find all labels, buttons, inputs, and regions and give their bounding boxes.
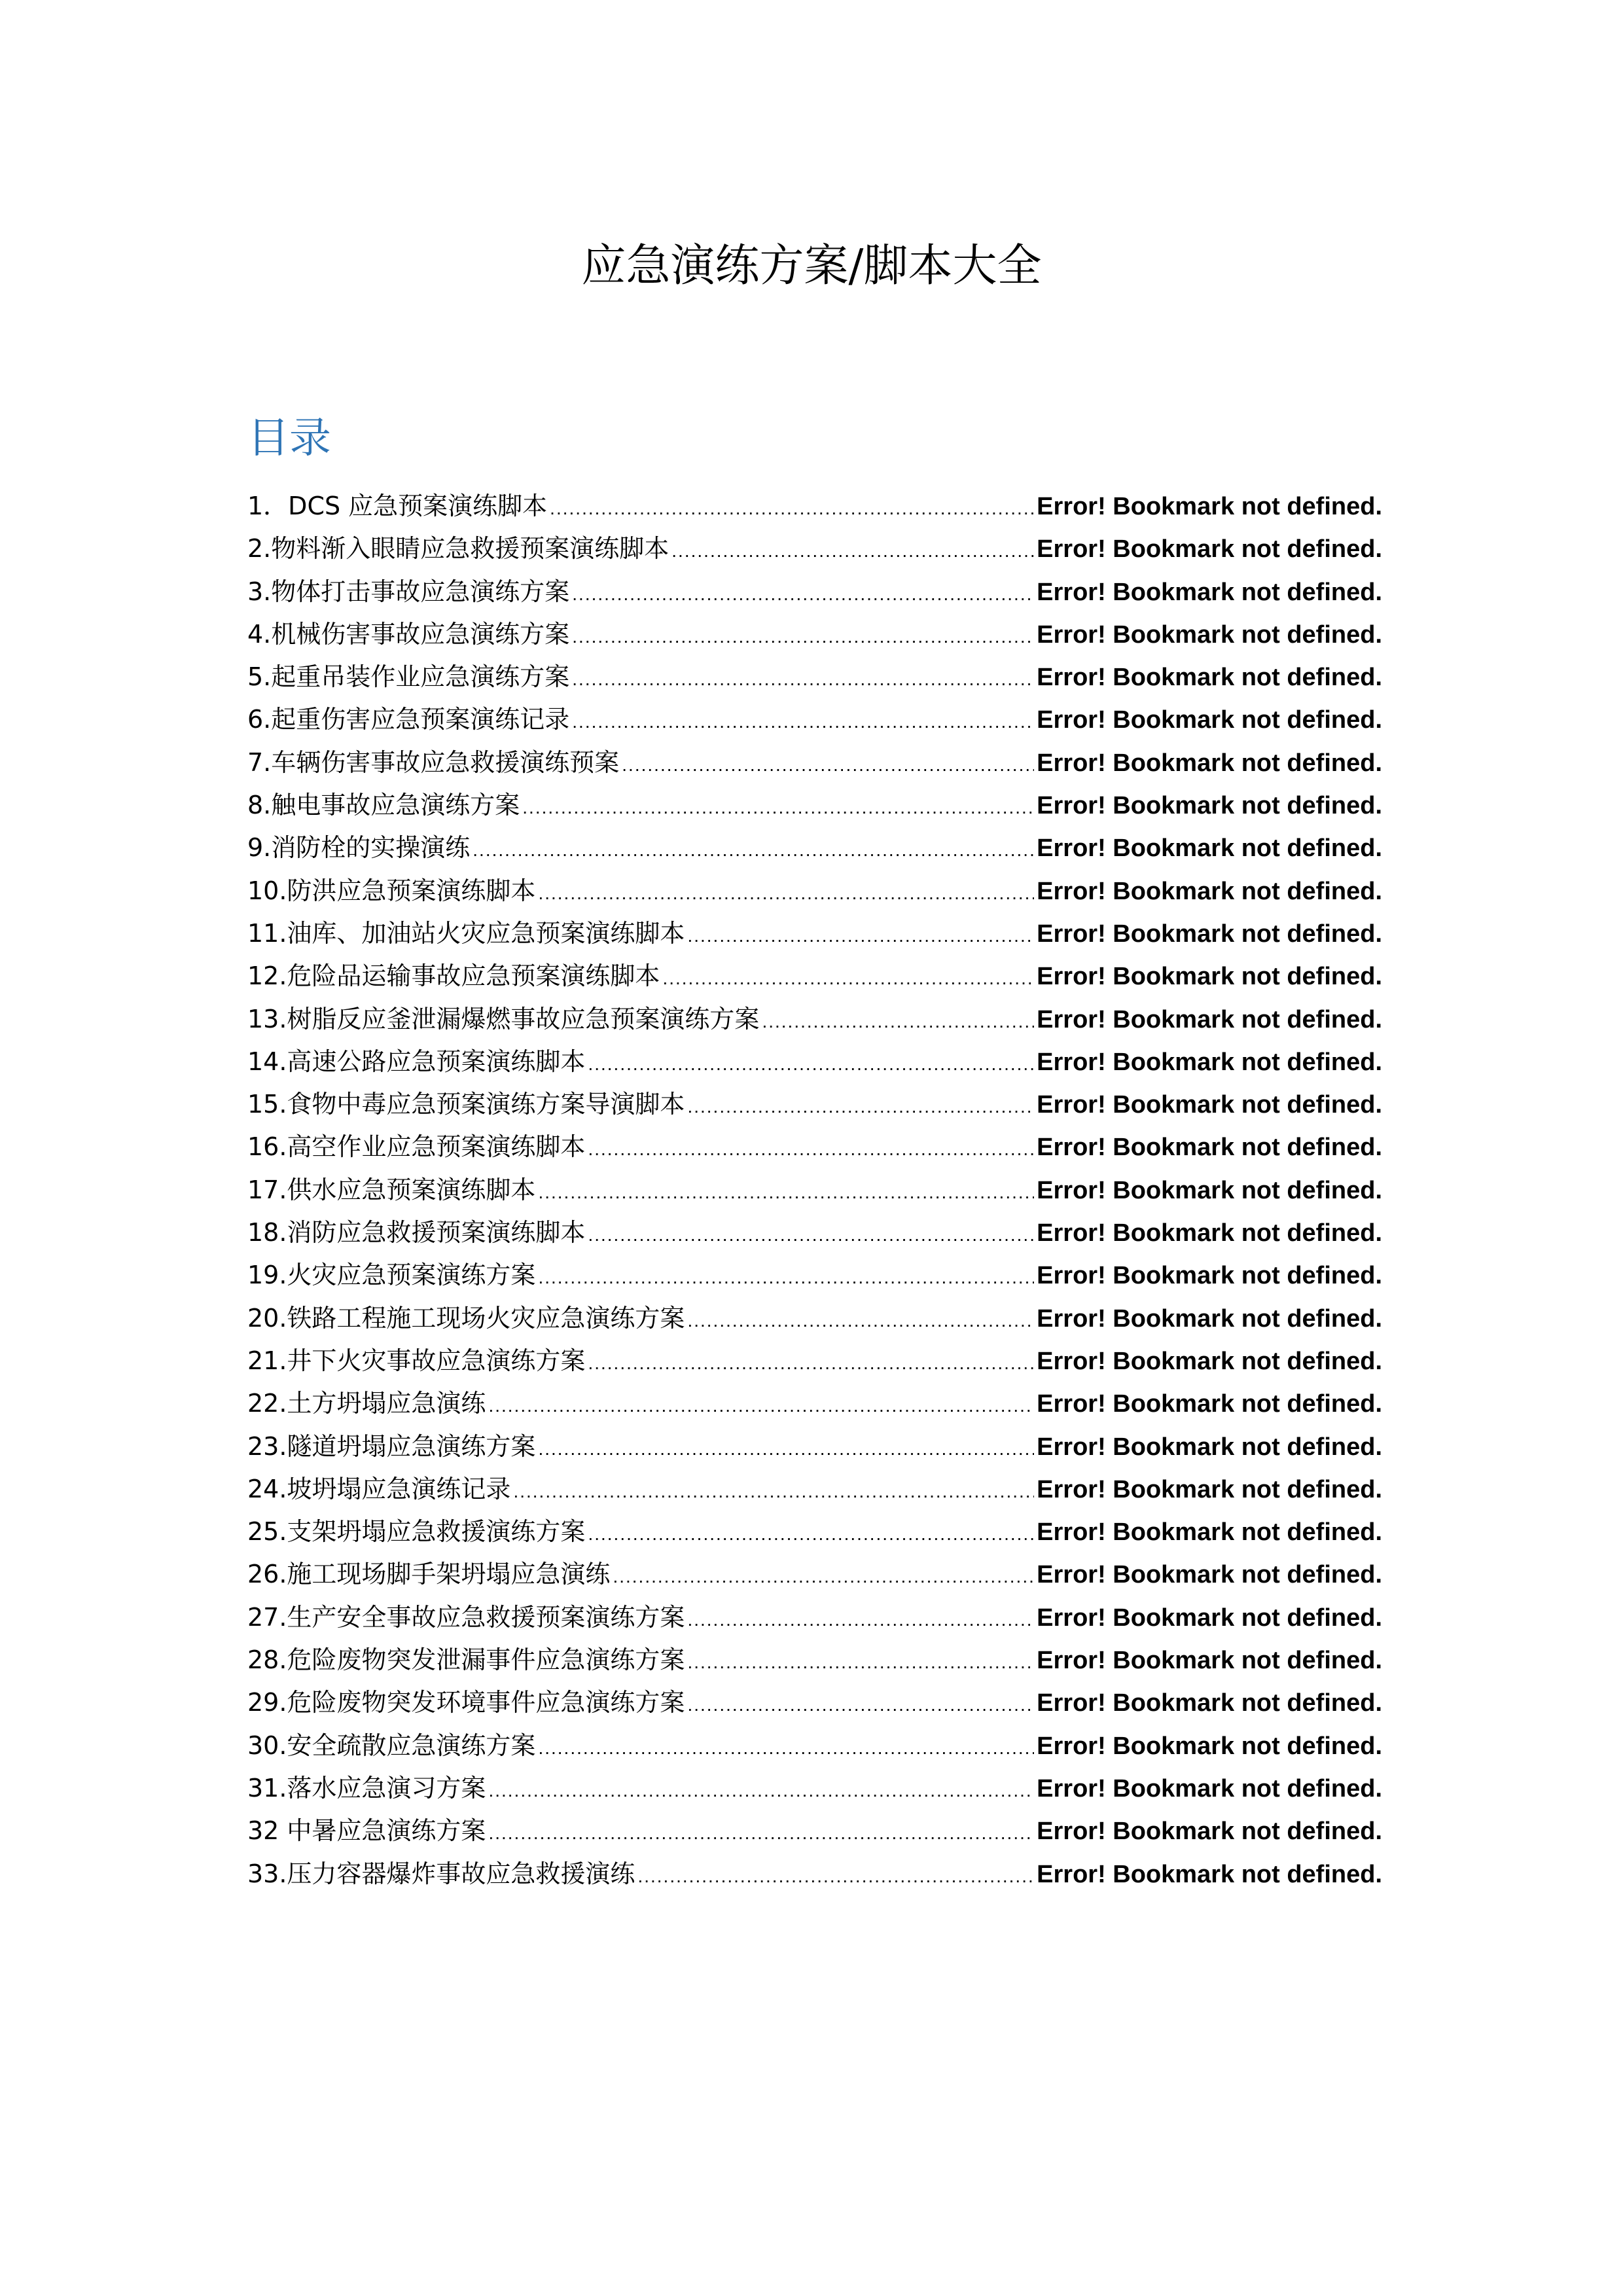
toc-dot-leader <box>687 1682 1034 1725</box>
toc-dot-leader <box>488 1810 1034 1853</box>
toc-dot-leader <box>488 1383 1034 1426</box>
toc-entry[interactable] <box>247 1382 1382 1425</box>
toc-entry[interactable] <box>247 1340 1382 1382</box>
toc-dot-leader <box>687 1084 1034 1126</box>
toc-entry[interactable] <box>247 827 1382 869</box>
toc-dot-leader <box>572 656 1034 699</box>
toc-entry-label[interactable]: 33.压力容器爆炸事故应急救援演练 <box>247 1859 635 1888</box>
toc-dot-leader <box>550 486 1034 528</box>
toc-entry[interactable] <box>247 955 1382 997</box>
toc-entry-label[interactable]: 3.物体打击事故应急演练方案 <box>247 577 570 606</box>
toc-entry-label[interactable]: 21.井下火灾事故应急演练方案 <box>247 1346 586 1375</box>
toc-dot-leader <box>662 956 1034 998</box>
toc-entry[interactable] <box>247 1426 1382 1468</box>
toc-entry-label[interactable]: 28.危险废物突发泄漏事件应急演练方案 <box>247 1645 685 1675</box>
toc-entry-page-ref[interactable]: Error! Bookmark not defined. <box>1037 1219 1382 1247</box>
toc-entry-label[interactable]: 10.防洪应急预案演练脚本 <box>247 876 536 905</box>
toc-entry-label[interactable]: 12.危险品运输事故应急预案演练脚本 <box>247 961 660 991</box>
toc-entry-page-ref[interactable]: Error! Bookmark not defined. <box>1037 1091 1382 1119</box>
toc-entry-page-ref[interactable]: Error! Bookmark not defined. <box>1037 1433 1382 1461</box>
toc-entry[interactable] <box>247 1083 1382 1126</box>
toc-entry-page-ref[interactable]: Error! Bookmark not defined. <box>1037 1347 1382 1375</box>
toc-entry[interactable] <box>247 1468 1382 1511</box>
toc-dot-leader <box>538 870 1034 913</box>
toc-entry-page-ref[interactable]: Error! Bookmark not defined. <box>1037 1518 1382 1547</box>
toc-entry-label[interactable]: 29.危险废物突发环境事件应急演练方案 <box>247 1688 685 1717</box>
toc-entry-page-ref[interactable]: Error! Bookmark not defined. <box>1037 620 1382 649</box>
toc-entry[interactable] <box>247 784 1382 827</box>
toc-entry-page-ref[interactable]: Error! Bookmark not defined. <box>1037 1304 1382 1333</box>
toc-entry-label[interactable]: 6.起重伤害应急预案演练记录 <box>247 705 570 734</box>
toc-entry[interactable] <box>247 1681 1382 1724</box>
toc-entry[interactable] <box>247 485 1382 528</box>
toc-dot-leader <box>613 1554 1034 1596</box>
toc-dot-leader <box>513 1469 1034 1511</box>
toc-entry-label[interactable]: 22.土方坍塌应急演练 <box>247 1389 486 1418</box>
toc-entry[interactable] <box>247 1126 1382 1168</box>
table-of-contents <box>247 485 1382 1895</box>
toc-entry-page-ref[interactable]: Error! Bookmark not defined. <box>1037 493 1382 520</box>
toc-entry[interactable] <box>247 1041 1382 1083</box>
toc-dot-leader <box>572 699 1034 742</box>
toc-dot-leader <box>572 614 1034 656</box>
toc-entry-label[interactable]: 32 中暑应急演练方案 <box>247 1816 486 1846</box>
toc-entry-label[interactable]: 24.坡坍塌应急演练记录 <box>247 1474 511 1503</box>
toc-heading: 目录 <box>247 414 331 463</box>
toc-entry-label[interactable]: 11.油库、加油站火灾应急预案演练脚本 <box>247 918 685 948</box>
toc-entry-label[interactable]: 23.隧道坍塌应急演练方案 <box>247 1431 536 1461</box>
toc-dot-leader <box>588 1212 1034 1255</box>
toc-dot-leader <box>687 913 1034 956</box>
toc-entry-page-ref[interactable]: Error! Bookmark not defined. <box>1037 1689 1382 1717</box>
toc-entry-label[interactable]: 20.铁路工程施工现场火灾应急演练方案 <box>247 1303 685 1333</box>
toc-entry[interactable] <box>247 1596 1382 1639</box>
toc-entry-page-ref[interactable]: Error! Bookmark not defined. <box>1037 1262 1382 1290</box>
toc-entry-label[interactable]: 8.触电事故应急演练方案 <box>247 791 520 820</box>
toc-entry-page-ref[interactable]: Error! Bookmark not defined. <box>1037 1860 1382 1888</box>
toc-entry-page-ref[interactable]: Error! Bookmark not defined. <box>1037 1048 1382 1076</box>
toc-entry[interactable] <box>247 1853 1382 1895</box>
toc-entry-label[interactable]: 15.食物中毒应急预案演练方案导演脚本 <box>247 1090 685 1119</box>
toc-entry[interactable] <box>247 1725 1382 1767</box>
toc-entry-label[interactable]: 13.树脂反应釜泄漏爆燃事故应急预案演练方案 <box>247 1004 760 1033</box>
toc-dot-leader <box>762 999 1034 1041</box>
toc-entry-label[interactable]: 26.施工现场脚手架坍塌应急演练 <box>247 1560 611 1589</box>
toc-dot-leader <box>687 1640 1034 1682</box>
toc-entry[interactable] <box>247 1639 1382 1681</box>
toc-entry-label[interactable]: 18.消防应急救援预案演练脚本 <box>247 1218 586 1247</box>
toc-dot-leader <box>588 1126 1034 1169</box>
toc-entry-label[interactable]: 17.供水应急预案演练脚本 <box>247 1175 536 1204</box>
toc-entry[interactable] <box>247 1767 1382 1810</box>
toc-dot-leader <box>588 1041 1034 1084</box>
toc-entry-label[interactable]: 2.物料渐入眼睛应急救援预案演练脚本 <box>247 534 669 564</box>
toc-entry[interactable] <box>247 1254 1382 1297</box>
toc-entry-label[interactable]: 30.安全疏散应急演练方案 <box>247 1731 536 1760</box>
toc-dot-leader <box>637 1854 1034 1896</box>
toc-entry-label[interactable]: 31.落水应急演习方案 <box>247 1773 486 1803</box>
toc-entry-page-ref[interactable]: Error! Bookmark not defined. <box>1037 963 1382 991</box>
toc-entry-page-ref[interactable]: Error! Bookmark not defined. <box>1037 1647 1382 1675</box>
toc-entry-page-ref[interactable]: Error! Bookmark not defined. <box>1037 1732 1382 1760</box>
toc-entry-label[interactable]: 1．DCS 应急预案演练脚本 <box>247 492 548 520</box>
toc-entry-label[interactable]: 19.火灾应急预案演练方案 <box>247 1261 536 1290</box>
toc-dot-leader <box>538 1255 1034 1297</box>
toc-entry-page-ref[interactable]: Error! Bookmark not defined. <box>1037 1390 1382 1418</box>
toc-entry[interactable] <box>247 1297 1382 1340</box>
toc-entry-page-ref[interactable]: Error! Bookmark not defined. <box>1037 664 1382 692</box>
document-title: 应急演练方案/脚本大全 <box>581 240 1042 292</box>
toc-entry[interactable] <box>247 613 1382 656</box>
toc-dot-leader <box>671 528 1034 571</box>
toc-entry-page-ref[interactable]: Error! Bookmark not defined. <box>1037 1818 1382 1846</box>
toc-dot-leader <box>622 742 1034 785</box>
toc-dot-leader <box>538 1426 1034 1469</box>
toc-entry-label[interactable]: 27.生产安全事故应急救援预案演练方案 <box>247 1602 685 1632</box>
toc-entry-label[interactable]: 9.消防栓的实操演练 <box>247 833 471 863</box>
toc-entry[interactable] <box>247 1810 1382 1852</box>
toc-entry-label[interactable]: 25.支架坍塌应急救援演练方案 <box>247 1517 586 1547</box>
toc-entry-page-ref[interactable]: Error! Bookmark not defined. <box>1037 1134 1382 1162</box>
toc-entry-label[interactable]: 7.车辆伤害事故应急救援演练预案 <box>247 747 620 777</box>
toc-entry[interactable] <box>247 742 1382 784</box>
toc-entry[interactable] <box>247 1511 1382 1553</box>
toc-dot-leader <box>588 1340 1034 1383</box>
toc-dot-leader <box>538 1725 1034 1768</box>
toc-entry[interactable] <box>247 528 1382 570</box>
toc-entry-page-ref[interactable]: Error! Bookmark not defined. <box>1037 920 1382 948</box>
toc-entry[interactable] <box>247 656 1382 698</box>
toc-entry[interactable] <box>247 870 1382 912</box>
toc-entry-label[interactable]: 14.高速公路应急预案演练脚本 <box>247 1047 586 1076</box>
toc-entry-page-ref[interactable]: Error! Bookmark not defined. <box>1037 877 1382 905</box>
toc-entry-page-ref[interactable]: Error! Bookmark not defined. <box>1037 1561 1382 1589</box>
toc-entry[interactable] <box>247 1553 1382 1596</box>
toc-entry-page-ref[interactable]: Error! Bookmark not defined. <box>1037 578 1382 606</box>
toc-entry[interactable] <box>247 912 1382 955</box>
toc-entry-page-ref[interactable]: Error! Bookmark not defined. <box>1037 1475 1382 1503</box>
toc-entry-page-ref[interactable]: Error! Bookmark not defined. <box>1037 1604 1382 1632</box>
toc-dot-leader <box>687 1597 1034 1640</box>
toc-entry-label[interactable]: 16.高空作业应急预案演练脚本 <box>247 1132 586 1162</box>
toc-dot-leader <box>572 571 1034 614</box>
toc-entry[interactable] <box>247 998 1382 1041</box>
toc-entry[interactable] <box>247 1211 1382 1254</box>
toc-entry-page-ref[interactable]: Error! Bookmark not defined. <box>1037 535 1382 564</box>
toc-entry-page-ref[interactable]: Error! Bookmark not defined. <box>1037 749 1382 777</box>
toc-entry-page-ref[interactable]: Error! Bookmark not defined. <box>1037 706 1382 734</box>
toc-dot-leader <box>522 785 1034 827</box>
toc-dot-leader <box>687 1298 1034 1340</box>
toc-entry-page-ref[interactable]: Error! Bookmark not defined. <box>1037 834 1382 863</box>
toc-dot-leader <box>588 1511 1034 1554</box>
toc-entry-page-ref[interactable]: Error! Bookmark not defined. <box>1037 792 1382 820</box>
toc-entry-page-ref[interactable]: Error! Bookmark not defined. <box>1037 1005 1382 1033</box>
toc-entry-page-ref[interactable]: Error! Bookmark not defined. <box>1037 1774 1382 1803</box>
toc-entry[interactable] <box>247 571 1382 613</box>
toc-entry-label[interactable]: 5.起重吊装作业应急演练方案 <box>247 662 570 692</box>
toc-entry[interactable] <box>247 698 1382 741</box>
toc-entry[interactable] <box>247 1169 1382 1211</box>
toc-entry-page-ref[interactable]: Error! Bookmark not defined. <box>1037 1176 1382 1204</box>
toc-dot-leader <box>538 1170 1034 1212</box>
toc-dot-leader <box>488 1768 1034 1810</box>
toc-dot-leader <box>473 827 1034 870</box>
toc-entry-label[interactable]: 4.机械伤害事故应急演练方案 <box>247 619 570 649</box>
